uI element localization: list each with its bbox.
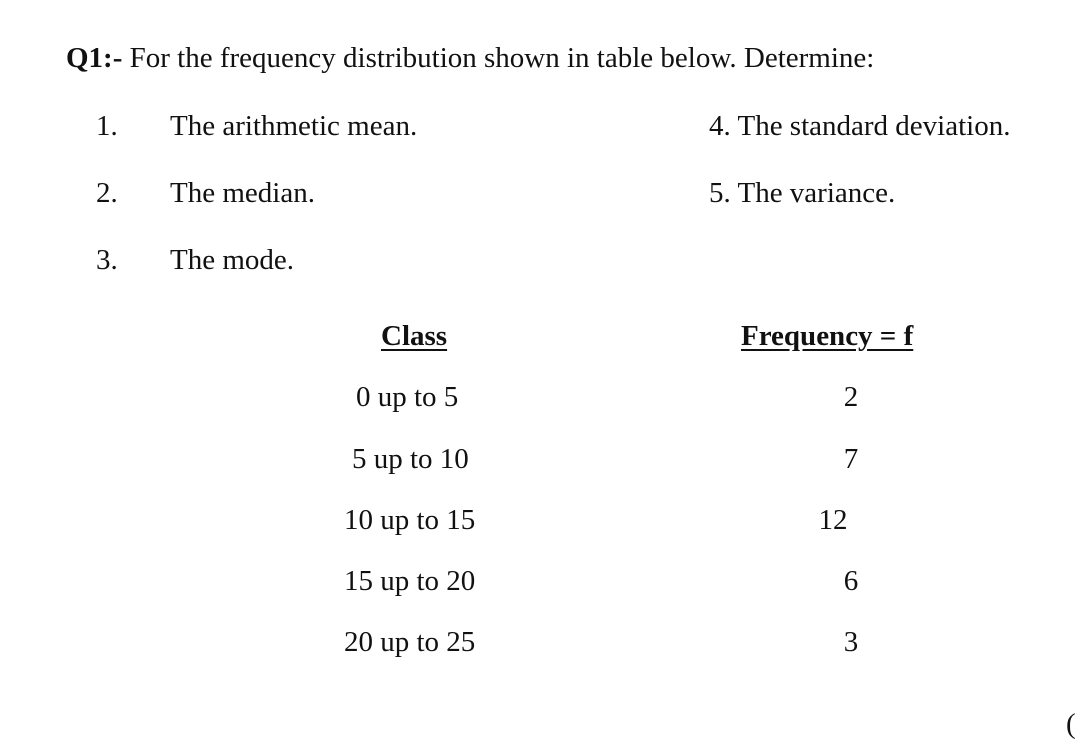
- cutoff-text: (: [1066, 708, 1076, 740]
- class-column-header: Class: [381, 320, 448, 352]
- class-cell: 5 up to 10: [352, 443, 469, 475]
- question-line: [66, 38, 874, 78]
- frequency-cell: 6: [843, 565, 859, 597]
- class-cell: 20 up to 25: [344, 626, 476, 658]
- question-number: Q1:-: [66, 42, 123, 74]
- task-1-label: The arithmetic mean.: [170, 110, 418, 142]
- class-cell: 10 up to 15: [344, 504, 476, 536]
- task-3-number: 3.: [96, 244, 118, 276]
- task-1-number: 1.: [96, 110, 118, 142]
- task-4-label: 4. The standard deviation.: [709, 110, 1011, 142]
- class-cell: 0 up to 5: [356, 381, 459, 413]
- task-2-label: The median.: [170, 177, 315, 209]
- task-5-label: 5. The variance.: [709, 177, 896, 209]
- frequency-column-header: Frequency = f: [741, 320, 914, 352]
- task-2-number: 2.: [96, 177, 118, 209]
- frequency-cell: 7: [843, 443, 859, 475]
- task-3-label: The mode.: [170, 244, 295, 276]
- frequency-cell: 12: [818, 504, 848, 536]
- question-text: For the frequency distribution shown in table below. Determine:: [129, 42, 875, 74]
- frequency-cell: 2: [843, 381, 859, 413]
- frequency-cell: 3: [843, 626, 859, 658]
- class-cell: 15 up to 20: [344, 565, 476, 597]
